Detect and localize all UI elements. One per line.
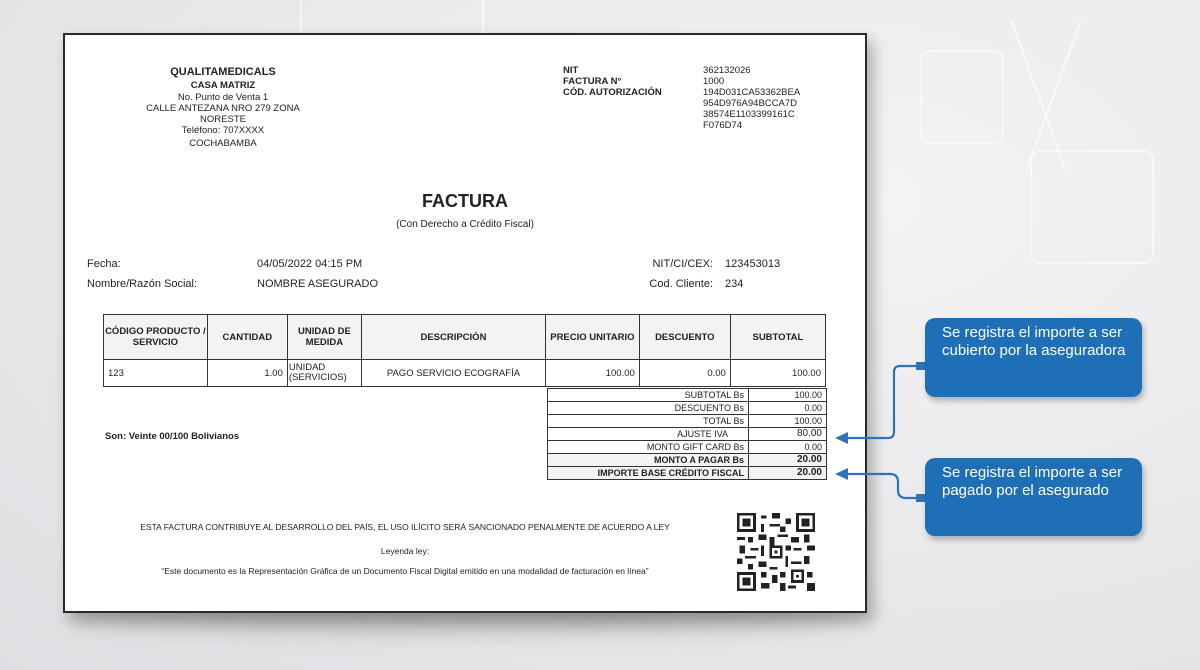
connector-line-insured: [842, 474, 926, 498]
total-value: 20.00: [749, 467, 827, 480]
col-discount: DESCUENTO: [639, 315, 730, 360]
total-label: DESCUENTO Bs: [548, 402, 749, 415]
client-name-label: Nombre/Razón Social:: [87, 278, 198, 290]
cell-discount: 0.00: [639, 360, 730, 387]
cell-unit: UNIDAD (SERVICIOS): [287, 360, 361, 387]
legend-text: “Este documento es la Representación Gráfica de un Documento Fiscal Digital emitido en una modalidad de facturación en línea”: [161, 566, 649, 576]
document-subtitle: (Con Derecho a Crédito Fiscal): [396, 219, 534, 230]
col-code: CÓDIGO PRODUCTO / SERVICIO: [104, 315, 208, 360]
cell-quantity: 1.00: [207, 360, 287, 387]
total-label: SUBTOTAL Bs: [548, 389, 749, 402]
nit-value: 362132026: [703, 65, 751, 76]
invoice-number-value: 1000: [703, 76, 725, 87]
arrow-left-icon: [835, 432, 848, 444]
total-label: AJUSTE IVA: [548, 428, 749, 441]
auth-code-line: 38574E1103399161C: [703, 109, 795, 120]
date-label: Fecha:: [87, 258, 121, 270]
col-subtotal: SUBTOTAL: [730, 315, 825, 360]
connector-line-insurer: [842, 366, 926, 438]
issuer-point-of-sale: No. Punto de Venta 1: [177, 92, 269, 103]
issuer-address-zone: NORESTE: [200, 114, 246, 125]
total-value: 100.00: [749, 389, 827, 402]
document-title: FACTURA: [422, 191, 508, 211]
col-unit: UNIDAD DE MEDIDA: [287, 315, 361, 360]
total-value: 0.00: [749, 441, 827, 454]
total-label: MONTO A PAGAR Bs: [548, 454, 749, 467]
total-value: 80.00: [749, 428, 827, 441]
total-value: 20.00: [749, 454, 827, 467]
cell-unit-price: 100.00: [545, 360, 639, 387]
total-label: TOTAL Bs: [548, 415, 749, 428]
client-code-value: 234: [725, 278, 744, 290]
legend-title: Leyenda ley:: [380, 546, 430, 556]
client-nit-label: NIT/CI/CEX:: [652, 258, 713, 270]
callout-insured-amount: Se registra el importe a ser pagado por el asegurado: [925, 458, 1142, 536]
date-value: 04/05/2022 04:15 PM: [257, 258, 363, 270]
auth-code-line: F076D74: [703, 120, 743, 131]
client-nit-value: 123453013: [725, 258, 781, 270]
issuer-phone: Teléfono: 707XXXX: [181, 125, 265, 136]
col-description: DESCRIPCIÓN: [361, 315, 545, 360]
callout-insurer-amount: Se registra el importe a ser cubierto por la aseguradora: [925, 318, 1142, 397]
auth-code-line: 954D976A94BCCA7D: [703, 98, 798, 109]
total-value: 100.00: [749, 415, 827, 428]
total-value: 0.00: [749, 402, 827, 415]
amount-in-words: Son: Veinte 00/100 Bolivianos: [105, 431, 240, 442]
law-notice: ESTA FACTURA CONTRIBUYE AL DESARROLLO DEL PAÍS, EL USO ILÍCITO SERÁ SANCIONADO PENALMENTE DE ACUERDO A LEY: [140, 522, 670, 532]
auth-code-line: 194D031CA53362BEA: [703, 87, 801, 98]
issuer-city: COCHABAMBA: [189, 138, 257, 149]
client-code-label: Cod. Cliente:: [649, 278, 713, 290]
arrow-left-icon: [835, 468, 848, 480]
total-label: MONTO GIFT CARD Bs: [548, 441, 749, 454]
issuer-address: CALLE ANTEZANA NRO 279 ZONA: [146, 103, 300, 114]
client-name-value: NOMBRE ASEGURADO: [257, 278, 379, 290]
issuer-branch: CASA MATRIZ: [190, 80, 256, 91]
cell-subtotal: 100.00: [730, 360, 825, 387]
issuer-name: QUALITAMEDICALS: [170, 66, 276, 78]
cell-description: PAGO SERVICIO ECOGRAFÍA: [361, 360, 545, 387]
cell-code: 123: [104, 360, 208, 387]
nit-label: NIT: [563, 65, 579, 76]
total-label: IMPORTE BASE CRÉDITO FISCAL: [548, 467, 749, 480]
col-quantity: CANTIDAD: [207, 315, 287, 360]
auth-code-label: CÓD. AUTORIZACIÓN: [563, 87, 662, 98]
col-unit-price: PRECIO UNITARIO: [545, 315, 639, 360]
invoice-number-label: FACTURA N°: [563, 76, 622, 87]
